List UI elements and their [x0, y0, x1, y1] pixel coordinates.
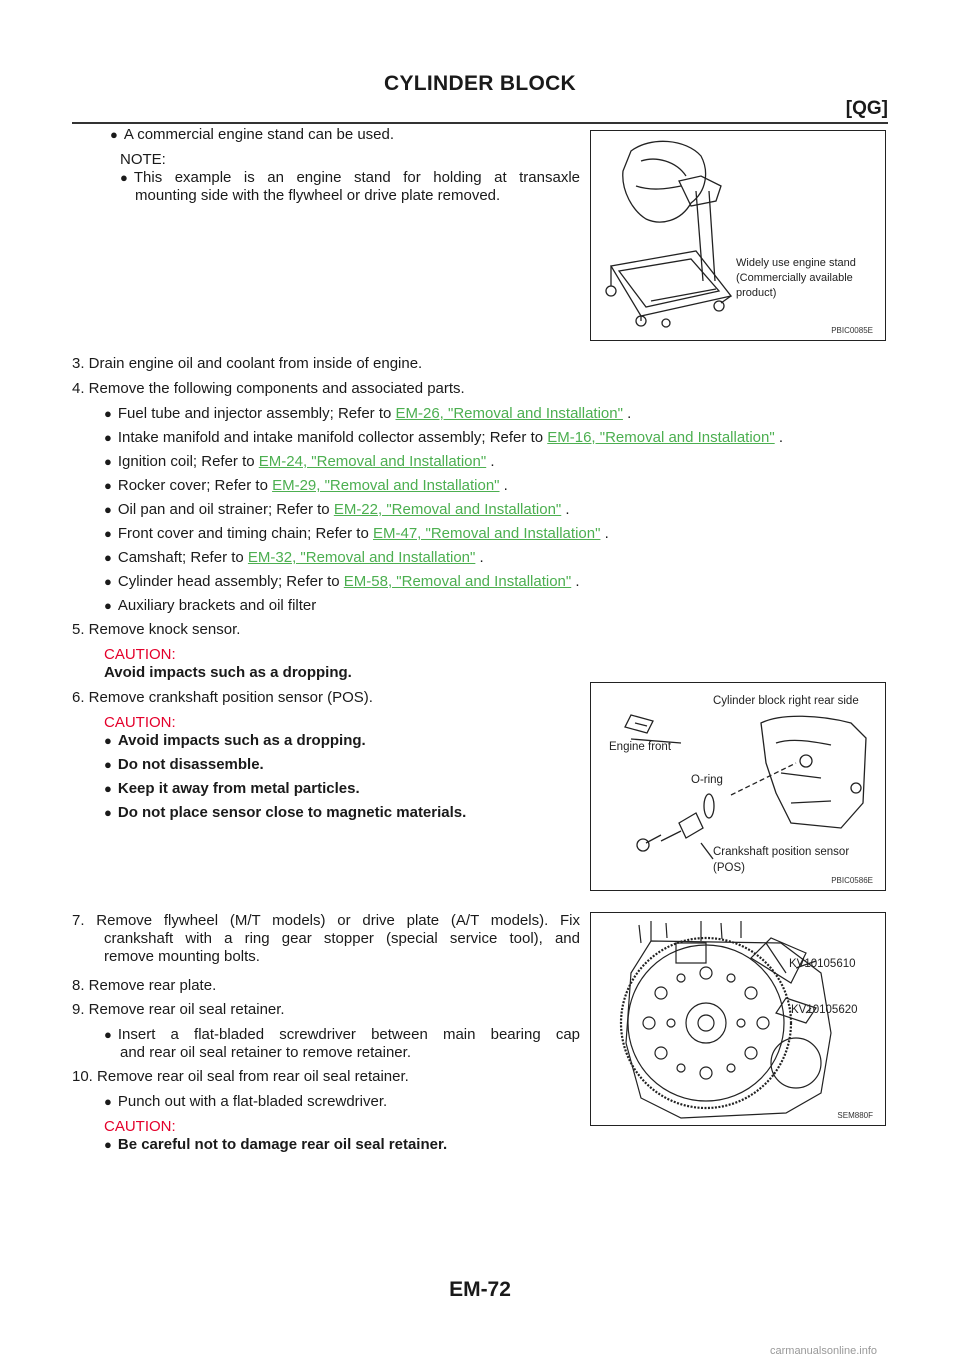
note-text: ● This example is an engine stand for holding at transaxle mounting side with the flywheel or drive plate removed.: [120, 169, 580, 204]
bullet-icon: ●: [104, 406, 112, 421]
engine-stand-figure: [590, 130, 886, 341]
bullet-icon: ●: [104, 478, 112, 493]
step4-item: ● Ignition coil; Refer to EM-24, "Removal and Installation" .: [104, 453, 495, 470]
bullet-icon: ●: [110, 127, 118, 142]
reference-link[interactable]: EM-22, "Removal and Installation": [333, 501, 562, 518]
step9-bullet: ● Insert a flat-bladed screwdriver between main bearing cap and rear oil seal retainer to remove retainer.: [104, 1026, 580, 1061]
note-label: NOTE:: [120, 151, 166, 168]
caution-item: ● Avoid impacts such as a dropping.: [104, 732, 366, 749]
step-8: 8. Remove rear plate.: [72, 977, 217, 994]
figure-code: PBIC0586E: [831, 876, 873, 885]
step-7: 7. Remove flywheel (M/T models) or drive plate (A/T models). Fix crankshaft with a ring gear stopper (special service tool), and remove mounting bolts.: [72, 912, 580, 965]
bullet-icon: ●: [104, 781, 112, 796]
engine-stand-illustration: [591, 131, 885, 340]
flywheel-figure: [590, 912, 886, 1126]
step-5: 5. Remove knock sensor.: [72, 621, 241, 638]
figure2-label-front: Engine front: [609, 741, 672, 753]
page-number: EM-72: [449, 1278, 511, 1301]
bullet-icon: ●: [104, 454, 112, 469]
step4-item: ● Fuel tube and injector assembly; Refer to EM-26, "Removal and Installation" .: [104, 405, 632, 422]
reference-link[interactable]: EM-58, "Removal and Installation": [343, 573, 572, 590]
caution-label: CAUTION:: [104, 1118, 176, 1135]
caution-label: CAUTION:: [104, 714, 176, 731]
step-6: 6. Remove crankshaft position sensor (POS).: [72, 689, 373, 706]
reference-link[interactable]: EM-29, "Removal and Installation": [272, 477, 500, 494]
step4-item: ● Rocker cover; Refer to EM-29, "Removal and Installation" .: [104, 477, 508, 494]
figure1-label-2: (Commercially available: [736, 272, 853, 284]
step4-item: ● Intake manifold and intake manifold collector assembly; Refer to EM-16, "Removal and Installation" .: [104, 429, 784, 446]
intro-bullet: ● A commercial engine stand can be used.: [110, 126, 395, 143]
reference-link[interactable]: EM-26, "Removal and Installation": [395, 405, 623, 422]
step-4: 4. Remove the following components and associated parts.: [72, 380, 465, 397]
bullet-icon: ●: [104, 733, 112, 748]
caution-label: CAUTION:: [104, 646, 176, 663]
step-10: 10. Remove rear oil seal from rear oil seal retainer.: [72, 1068, 409, 1085]
footer-watermark[interactable]: carmanualsonline.info: [770, 1345, 878, 1357]
figure2-label-oring: O-ring: [691, 774, 723, 786]
bullet-icon: ●: [104, 430, 112, 445]
reference-link[interactable]: EM-47, "Removal and Installation": [372, 525, 601, 542]
step4-item: ● Cylinder head assembly; Refer to EM-58, "Removal and Installation" .: [104, 573, 580, 590]
step4-item: ● Camshaft; Refer to EM-32, "Removal and Installation" .: [104, 549, 484, 566]
section-code: [QG]: [845, 98, 888, 119]
reference-link[interactable]: EM-16, "Removal and Installation": [547, 429, 775, 446]
bullet-icon: ●: [104, 550, 112, 565]
bullet-icon: ●: [104, 526, 112, 541]
figure-code: SEM880F: [837, 1111, 873, 1120]
bullet-icon: ●: [104, 502, 112, 517]
bullet-icon: ●: [104, 598, 112, 613]
bullet-icon: ●: [104, 1137, 112, 1152]
caution-item: ● Do not place sensor close to magnetic materials.: [104, 804, 467, 821]
caution-text: Avoid impacts such as a dropping.: [104, 664, 352, 681]
figure2-label-top: Cylinder block right rear side: [713, 695, 859, 707]
flywheel-illustration: [591, 913, 885, 1125]
bullet-icon: ●: [104, 1027, 112, 1042]
bullet-icon: ●: [104, 1094, 112, 1109]
reference-link[interactable]: EM-24, "Removal and Installation": [258, 453, 487, 470]
page-title: CYLINDER BLOCK: [383, 72, 577, 95]
crankshaft-sensor-illustration: [591, 683, 885, 890]
figure-code: PBIC0085E: [831, 326, 873, 335]
figure3-label-1: KV10105610: [789, 958, 856, 970]
bullet-icon: ●: [104, 805, 112, 820]
step-3: 3. Drain engine oil and coolant from inside of engine.: [72, 355, 423, 372]
figure2-label-sensor: Crankshaft position sensor: [713, 846, 850, 858]
figure1-label-3: product): [736, 287, 777, 299]
bullet-icon: ●: [120, 170, 128, 185]
figure3-label-2: KV10105620: [791, 1004, 858, 1016]
bullet-icon: ●: [104, 757, 112, 772]
step4-item: ● Front cover and timing chain; Refer to EM-47, "Removal and Installation" .: [104, 525, 609, 542]
caution-item: ● Keep it away from metal particles.: [104, 780, 360, 797]
step10-bullet: ● Punch out with a flat-bladed screwdriver.: [104, 1093, 388, 1110]
reference-link[interactable]: EM-32, "Removal and Installation": [247, 549, 476, 566]
crankshaft-sensor-figure: [590, 682, 886, 891]
figure2-label-pos: (POS): [713, 862, 745, 874]
caution-item: ● Do not disassemble.: [104, 756, 264, 773]
step4-item: ● Auxiliary brackets and oil filter: [104, 597, 317, 614]
header-rule: [72, 122, 888, 124]
step-9: 9. Remove rear oil seal retainer.: [72, 1001, 285, 1018]
bullet-icon: ●: [104, 574, 112, 589]
caution-item: ● Be careful not to damage rear oil seal retainer.: [104, 1136, 448, 1153]
figure1-label-1: Widely use engine stand: [736, 257, 856, 269]
step4-item: ● Oil pan and oil strainer; Refer to EM-22, "Removal and Installation" .: [104, 501, 570, 518]
